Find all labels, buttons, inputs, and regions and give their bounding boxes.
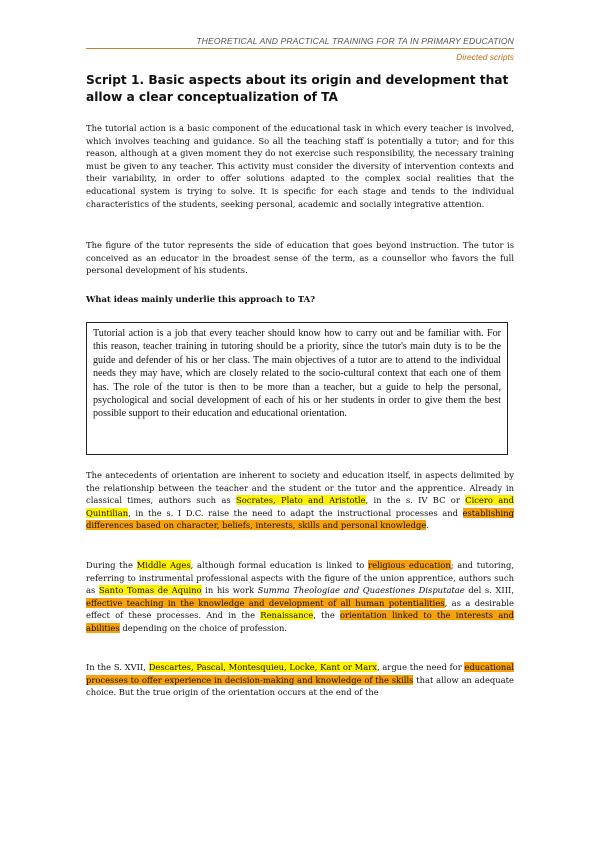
highlight-orange: orientation linked to the interests and abilities [86, 610, 515, 633]
text-segment: In the S. XVII, [86, 662, 149, 672]
answer-box: Tutorial action is a job that every teacher should know how to carry out and be familiar with. For this reason, teacher training in tutoring should be a priority, since the tutor's main duty is to be the guide and defender of his or her class. The main objectives of a tutor are to attend to the individual needs they may have, which are closely related to the socio-cultural context that each one of them has. The role of the tutor is then to be more than a teacher, but a guide to help the personal, psychological and social development of each of his or her students in order to give them the best possible support to their education and educational orientation. [86, 322, 508, 455]
highlight-yellow: Santo Tomas de Aquino [98, 585, 202, 596]
script-heading: Script 1. Basic aspects about its origin and development that allow a clear conceptualization of TA [86, 73, 509, 104]
header-title: THEORETICAL AND PRACTICAL TRAINING FOR TA IN PRIMARY EDUCATION [86, 36, 514, 49]
paragraph-17th-century [86, 661, 514, 699]
paragraph-antecedents [86, 469, 514, 532]
highlight-yellow: Middle Ages [136, 560, 191, 570]
text-segment: , the [313, 610, 340, 621]
text-segment: that allow an adequate choice. But the true origin of the orientation occurs at the end of the [86, 674, 514, 698]
highlight-orange: religious education [368, 560, 451, 570]
text-segment: During the [86, 560, 137, 570]
text-segment: ; and tutoring, referring to instrumental professional aspects with the figure of the union apprentice, authors such as [86, 560, 514, 596]
text-segment: , argue the need for [376, 662, 465, 672]
text-segment: , although formal education is linked to [190, 560, 369, 570]
italic-title: Summa Theologiae and Quaestiones Disputatae [257, 585, 465, 596]
text-segment: del s. XIII, [464, 585, 514, 596]
text-segment: , as a desirable effect of these processes. And in the [86, 597, 514, 621]
page-header [86, 36, 514, 62]
text-segment: depending on the choice of profession. [119, 622, 288, 633]
paragraph-middle-ages [86, 559, 514, 635]
highlight-orange: establishing differences based on character, beliefs, interests, skills and personal knowledge [86, 507, 514, 531]
text-segment: , in the s. I D.C. raise the need to adapt the instructional processes and [128, 507, 463, 518]
highlight-yellow: Descartes, Pascal, Montesquieu, Locke, Kant or Marx [148, 662, 377, 672]
highlight-yellow: Socrates, Plato and Aristotle [235, 495, 366, 506]
text-segment: . [426, 520, 429, 531]
text-segment: , in the s. IV BC or [365, 495, 466, 506]
text-segment: The antecedents of orientation are inherent to society and education itself, in aspects delimited by the relationship between the teacher and the student or the tutor and the apprentice. Already in classical times, authors such as [86, 470, 514, 506]
highlight-yellow: Renaissance [260, 610, 314, 621]
paragraph-tutor-figure: The figure of the tutor represents the side of education that goes beyond instruction. The tutor is conceived as an educator in the broadest sense of the term, as a counsellor who favors the full personal development of his students. [86, 240, 514, 276]
highlight-yellow: Cicero and Quintilian [86, 495, 514, 518]
highlight-orange: educational processes to offer experience in decision-making and knowledge of the skills [86, 662, 514, 685]
header-subtitle: Directed scripts [456, 52, 514, 62]
paragraph-intro: The tutorial action is a basic component of the educational task in which every teacher is involved, which involves teaching and guidance. So all the teaching staff is potentially a tutor; and for this reason, although at a given moment they do not exercise such responsibility, the necessary training must be given to any teacher. This activity must consider the diversity of intervention contexts and their variability, in order to offer solutions adapted to the complex social realities that the educational system is trying to solve. It is specific for each stage and tends to the individual characteristics of the students, seeking personal, academic and socially integrative attention. [86, 123, 514, 209]
text-segment: in his work [201, 585, 258, 596]
highlight-orange: effective teaching in the knowledge and development of all human potentialities [86, 597, 445, 608]
question-text: What ideas mainly underlie this approach to TA? [86, 294, 316, 304]
